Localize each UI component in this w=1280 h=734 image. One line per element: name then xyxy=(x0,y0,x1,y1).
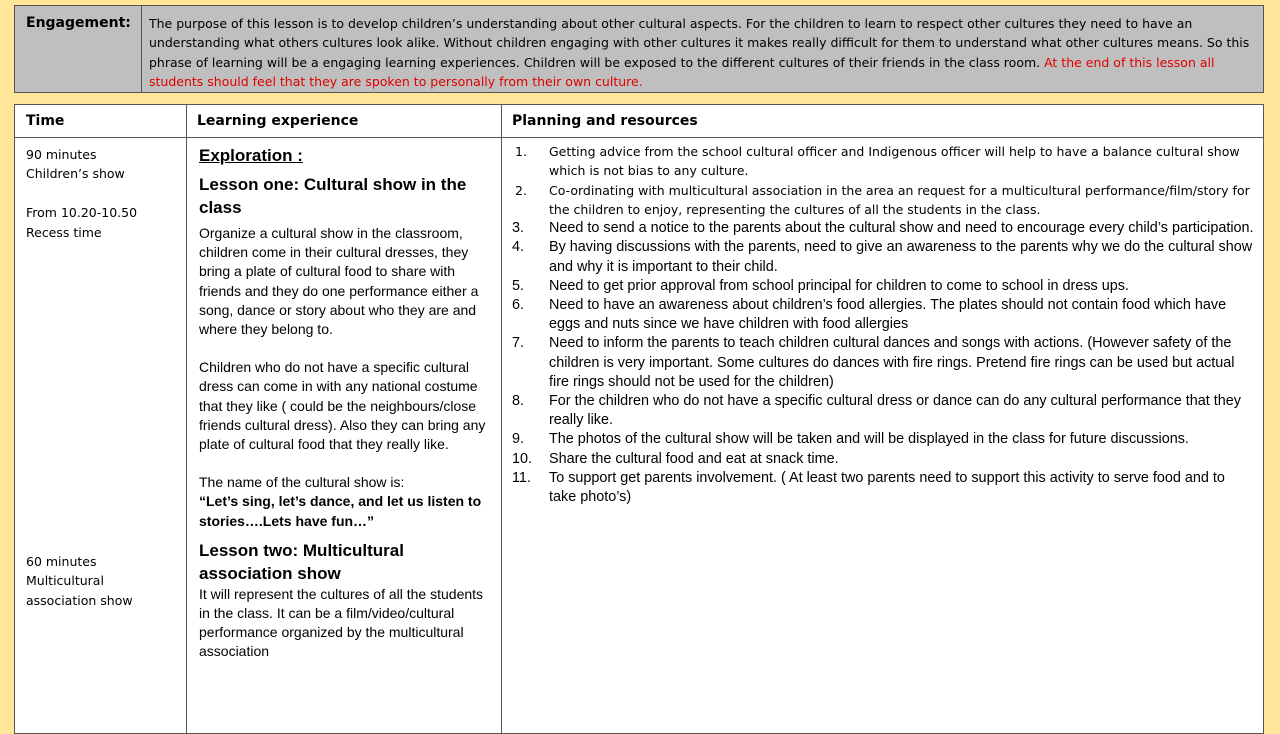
planning-item xyxy=(512,296,1256,334)
planning-item-text: The photos of the cultural show will be taken and will be displayed in the class for future discussions. xyxy=(549,431,1189,448)
planning-item-text: Co-ordinating with multicultural association in the area an request for a multicultural performance/film/story for the children to enjoy, representing the cultures of all the students in the class. xyxy=(549,182,1250,217)
planning-item xyxy=(512,181,1256,220)
planning-item-number: 9. xyxy=(512,431,525,448)
planning-item xyxy=(512,430,1256,449)
planning-item-text: Getting advice from the school cultural officer and Indigenous officer will help to have a balance cultural show which is not bias to any culture. xyxy=(549,144,1240,179)
planning-item xyxy=(512,392,1256,430)
time-recess: Recess time xyxy=(26,224,102,240)
time-duration-1: 90 minutes xyxy=(26,147,97,162)
header-planning-resources: Planning and resources xyxy=(501,105,1263,138)
time-column xyxy=(26,145,186,610)
engagement-section xyxy=(14,5,1264,93)
planning-item-number: 8. xyxy=(512,393,525,410)
time-range: From 10.20-10.50 xyxy=(26,205,138,221)
column-divider xyxy=(501,105,502,733)
show-name-label: The name of the cultural show is: xyxy=(199,474,405,491)
planning-item-number: 3. xyxy=(512,220,525,237)
planning-item xyxy=(512,277,1256,296)
time-activity-2: Multicultural xyxy=(26,573,104,589)
planning-item xyxy=(512,219,1256,238)
time-activity-2-cont: association show xyxy=(26,592,133,608)
engagement-text xyxy=(149,14,1253,91)
planning-item xyxy=(512,334,1256,392)
time-duration-2: 60 minutes xyxy=(26,554,97,570)
engagement-highlight: At the end of this lesson all students should feel that they are spoken to personally from their own culture. xyxy=(149,54,1215,89)
planning-item-number: 1. xyxy=(515,144,527,159)
show-name-quote: “Let’s sing, let’s dance, and let us listen to stories….Lets have fun…” xyxy=(199,493,482,529)
engagement-body: The purpose of this lesson is to develop children’s understanding about other cultural aspects. For the children to learn to respect other cultures they need to have an understanding what others cultures look alike. Without children engaging with other cultures it makes really difficult for them to understand what other cultures means. So this phrase of learning will be a engaging learning experiences. Children will be exposed to the different cultures of their friends in the class room. xyxy=(149,16,1250,70)
lesson-one-paragraph-1: Organize a cultural show in the classroom, children come in their cultural dresses, they bring a plate of cultural food to share with friends and they do one performance either a song, dance or story about who they are and where they belong to. xyxy=(199,225,479,338)
lesson-two-paragraph: It will represent the cultures of all the students in the class. It can be a film/video/cultural performance organized by the multicultural association xyxy=(199,585,484,660)
planning-item-number: 5. xyxy=(512,277,525,294)
lesson-plan-table xyxy=(14,104,1264,734)
planning-item-text: Need to send a notice to the parents about the cultural show and need to encourage every child’s participation. xyxy=(549,220,1254,237)
lesson-one-paragraph-2: Children who do not have a specific cultural dress can come in with any national costume that they like ( could be the neighbours/close friends cultural dress). Also they can bring any plate of cultural food that they really like. xyxy=(199,359,486,453)
time-activity-1: Children’s show xyxy=(26,166,125,182)
lesson-two-title: Lesson two: Multicultural association show xyxy=(199,540,404,583)
planning-item xyxy=(512,450,1256,469)
planning-item-text: Need to have an awareness about children’s food allergies. The plates should not contain food which have eggs and nuts since we have children with food allergies xyxy=(549,297,1227,333)
planning-item-text: Share the cultural food and eat at snack time. xyxy=(549,450,839,467)
lesson-one-title: Lesson one: Cultural show in the class xyxy=(199,175,467,217)
header-time: Time xyxy=(15,105,186,138)
planning-item-number: 7. xyxy=(512,335,525,352)
planning-item xyxy=(512,469,1256,507)
planning-item xyxy=(512,238,1256,276)
planning-resources-column xyxy=(512,142,1256,507)
column-divider xyxy=(186,105,187,733)
planning-item-text: For the children who do not have a specific cultural dress or dance can do any cultural performance that they really like. xyxy=(549,393,1241,429)
planning-item-text: Need to inform the parents to teach children cultural dances and songs with actions. (However safety of the children is very important. Some cultures do dances with fire rings. Pretend fire rings can be used but actual fire rings should not be used for the children) xyxy=(549,335,1235,390)
header-learning-experience: Learning experience xyxy=(186,105,501,138)
planning-item-number: 11. xyxy=(512,469,531,486)
learning-experience-column xyxy=(199,145,497,662)
engagement-label: Engagement: xyxy=(15,6,142,92)
exploration-heading: Exploration : xyxy=(199,146,303,165)
planning-list xyxy=(512,142,1256,507)
planning-item-number: 2. xyxy=(515,182,527,198)
planning-item-number: 10. xyxy=(512,450,533,467)
planning-item-number: 6. xyxy=(512,297,525,313)
planning-item xyxy=(512,142,1256,181)
planning-item-text: By having discussions with the parents, need to give an awareness to the parents why we do the cultural show and why it is important to their child. xyxy=(549,239,1253,275)
planning-item-text: To support get parents involvement. ( At least two parents need to support this activity to serve food and to take photo’s) xyxy=(549,469,1225,506)
planning-item-number: 4. xyxy=(512,239,525,256)
planning-item-text: Need to get prior approval from school principal for children to come to school in dress ups. xyxy=(549,277,1129,294)
